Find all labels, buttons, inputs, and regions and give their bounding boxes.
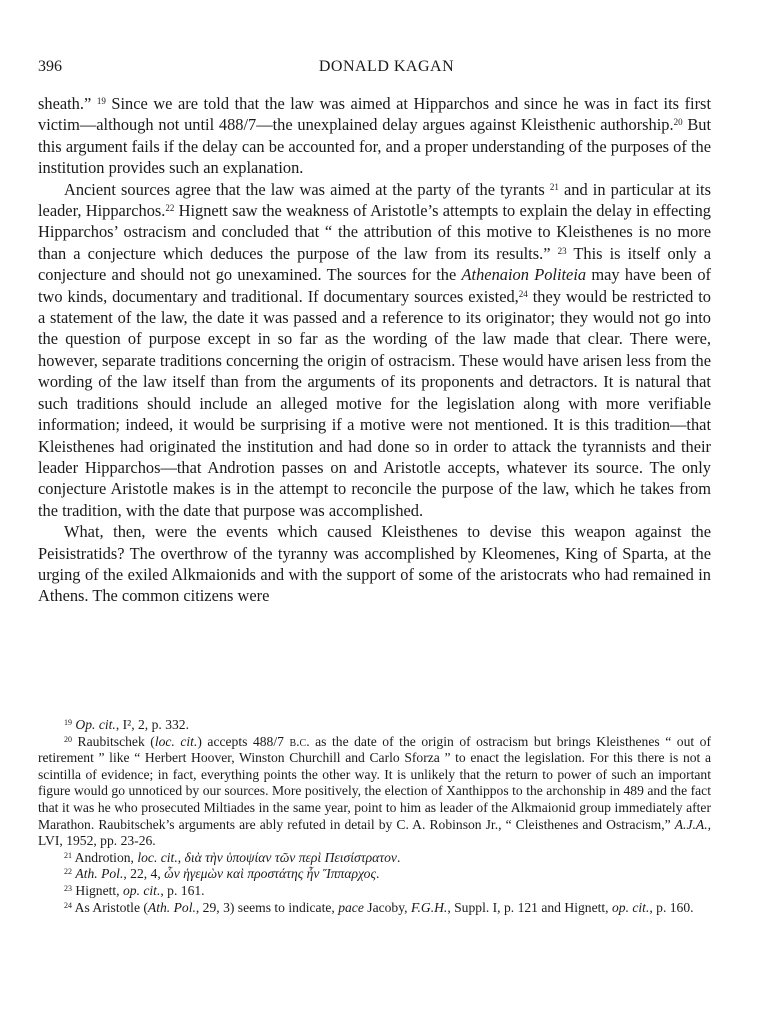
text: Ancient sources agree that the law was aimed at the party of the tyrants [64,179,545,199]
page-number: 396 [38,58,62,75]
main-text [38,93,711,607]
text: This is itself only a conjecture and should not go unexamined. The sources for the [38,243,711,285]
italic: op. cit. [122,882,161,898]
footnote-ref-20: 20 [673,117,683,128]
text: and in particular at its leader, Hipparchos. [38,179,711,221]
text: sheath.” [38,94,92,113]
text: Hignett saw the weakness of Aristotle’s attempts to explain the delay in effecting Hipparchos’ ostracism and concluded that “ the attribution of this motive to Kleisthenes is no more than a conjecture which deduces the purpose of the law from its results.” [38,201,711,263]
text: . [376,866,380,882]
footnote-ref-19: 19 [96,96,106,106]
text: Raubitschek ( [77,733,155,749]
text: , Suppl. I, p. 121 and Hignett, [447,899,612,915]
footnote-number: 23 [64,883,72,893]
italic: Ath. Pol. [147,899,196,915]
greek-quote: ὧν ἡγεμὼν καὶ προστάτης ἦν Ἵππαρχος [164,866,376,882]
footnote-21 [38,850,711,867]
text: Since we are told that the law was aimed at Hipparchos and since he was in fact its first victim—although not until 488/7—the unexplained delay argues against Kleisthenic authorship. [38,94,711,135]
running-head: DONALD KAGAN [318,58,455,75]
text: , 22, 4, [123,866,165,882]
text: Androtion, [74,849,138,865]
italic: loc. cit. [137,849,178,865]
footnote-number: 24 [64,900,72,910]
paragraph-3 [38,521,711,607]
text: , p. 161. [160,882,205,898]
text: as the date of the origin of ostracism but brings Kleisthenes “ out of retirement ” like “ Herbert Hoover, Winston Churchill and Carlo Sforza ” to enact the legislation. For this there is not a scintilla of evidence; in fact, everything points the other way. It is unlikely that the return to power of such an important figure would go unnoticed by our sources. More positively, the election of Xanthippos to the archonship in 489 and the fact that it was he who prosecuted Miltiades in the same year, point to him as leader of the Alkmaionid group immediately after Marathon. Raubitschek’s arguments are ably refuted in detail by C. A. Robinson Jr., “ Cleisthenes and Ostracism,” [38,733,712,832]
text: As Aristotle ( [74,899,148,915]
italic-title: Athenaion Politeia [461,265,587,285]
text: But this argument fails if the delay can be accounted for, and a proper understanding of the purposes of the institution provides such an explanation. [38,115,712,178]
italic: pace [338,899,364,915]
text: , 29, 3) seems to indicate, [195,899,339,915]
greek-quote: διὰ τὴν ὑποψίαν τῶν περὶ Πεισίστρατον [184,849,397,865]
footnote-ref-24: 24 [518,288,528,299]
footnote-24 [38,900,711,917]
text: they would be restricted to a statement of the law, the date it was passed and a reference to its originator; they would not go into the question of purpose except in so far as the wording of the law made that clear. There were, however, separate traditions concerning the origin of ostracism. These would have arisen less from the wording of the law itself than from the arguments of its proponents and detractors. It is natural that such traditions should include an alleged motive for the legislation along with more verifiable information; indeed, it would be surprising if a motive were not mentioned. It is this tradition—that Kleisthenes had originated the institution and had done so in order to attack the tyrannists and their leader Hipparchos—that Androtion passes on and Aristotle accepts, whatever its source. The only conjecture Aristotle makes is in the attempt to reconcile the purpose of the law, which he takes from the tradition, with the date that purpose was accomplished. [38,286,711,520]
text: ) accepts 488/7 [197,733,290,749]
page-header [38,58,735,80]
text: , LVI, 1952, pp. 23-26. [38,816,711,849]
italic: F.G.H. [410,899,448,915]
italic: loc. cit. [154,733,198,749]
footnote-ref-21: 21 [549,181,559,192]
italic: Op. cit. [75,717,116,732]
paragraph-1 [38,93,711,179]
footnote-number: 20 [64,734,72,744]
footnote-20 [38,734,711,850]
text: , I², 2, p. 332. [115,717,189,732]
paragraph-2 [38,179,711,522]
footnotes [38,717,711,916]
small-caps: b.c. [289,733,310,749]
italic: A.J.A. [674,816,708,832]
text: What, then, were the events which caused Kleisthenes to devise this weapon against the Peisistratids? The overthrow of the tyranny was accomplished by Kleomenes, King of Sparta, at the urging of the exiled Alkmaionids and with the support of some of the aristocrats who had remained in Athens. The common citizens were [38,522,711,606]
footnote-22 [38,866,711,883]
text: Hignett, [75,882,123,898]
footnote-19 [38,717,711,734]
footnote-number: 22 [64,867,72,877]
text: , p. 160. [649,899,694,915]
text: . [396,849,401,865]
footnote-number: 21 [64,850,72,860]
italic: op. cit. [611,899,650,915]
footnote-ref-23: 23 [557,245,567,256]
text: , [177,849,185,865]
italic: Ath. Pol. [75,866,124,882]
text: may have been of two kinds, documentary and traditional. If documentary sources existed, [38,265,711,306]
footnote-ref-22: 22 [165,203,175,214]
footnote-number: 19 [64,718,72,727]
footnote-23 [38,883,711,900]
text: Jacoby, [363,899,411,915]
